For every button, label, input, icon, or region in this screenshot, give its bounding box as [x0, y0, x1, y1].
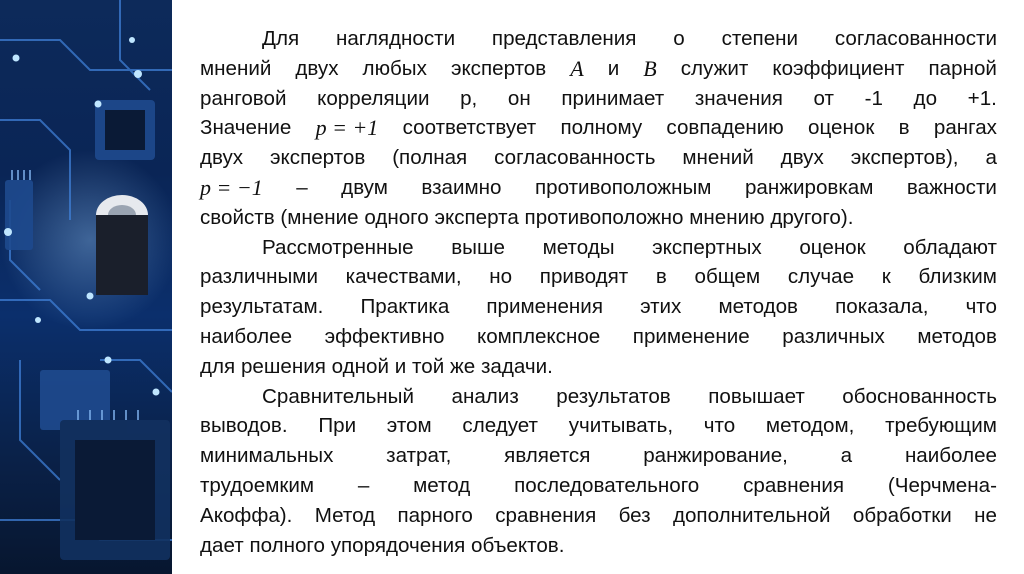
word: коэффициент — [772, 56, 905, 80]
word: качествами, — [345, 265, 462, 289]
word: совпадению — [666, 116, 784, 140]
word: и — [607, 56, 620, 80]
text-line — [200, 352, 997, 382]
word: наиболее — [904, 444, 997, 468]
word: оценок — [808, 116, 875, 140]
text-line — [200, 54, 997, 84]
word: последовательного — [514, 473, 700, 497]
word: случае — [787, 265, 855, 289]
word: наглядности — [335, 27, 456, 50]
word: метод — [413, 473, 471, 497]
text-line — [200, 531, 997, 561]
word: полному — [560, 116, 643, 140]
word: что — [965, 295, 997, 319]
word: Значение — [200, 116, 292, 140]
word: результатов — [556, 384, 671, 408]
word: Практика — [360, 295, 450, 319]
word: двум — [341, 175, 388, 199]
word: – — [296, 175, 308, 199]
word: Для — [262, 27, 300, 50]
word: сравнения — [495, 503, 597, 527]
word: что — [703, 414, 736, 438]
circuit-board-image — [0, 0, 172, 574]
word: он — [507, 86, 531, 110]
word: обработки — [852, 503, 952, 527]
word: дает — [200, 533, 244, 557]
word: той — [412, 354, 445, 378]
word: применение — [632, 324, 750, 348]
word: – — [357, 473, 370, 497]
word: экспертных — [652, 235, 762, 259]
word: экспертов), — [850, 146, 959, 170]
word: упорядочения — [330, 533, 466, 557]
word: объектов. — [471, 533, 565, 557]
word: а — [840, 444, 853, 468]
word: (Черчмена- — [887, 473, 997, 497]
word: к — [881, 265, 891, 289]
word: следует — [462, 414, 538, 438]
word: ранжирование, — [643, 444, 788, 468]
word: степени — [721, 27, 799, 50]
word: двух — [200, 146, 244, 170]
word: задачи. — [480, 354, 553, 378]
word: наиболее — [200, 324, 293, 348]
word: а — [985, 146, 997, 170]
word: взаимно — [421, 175, 502, 199]
word: без — [618, 503, 651, 527]
word: служит — [680, 56, 749, 80]
word: соответствует — [402, 116, 537, 140]
word: Акоффа). — [200, 503, 293, 527]
word: учитывать, — [568, 414, 674, 438]
word: +1. — [967, 86, 997, 110]
text-line — [200, 262, 997, 292]
word: двух — [295, 56, 339, 80]
word: но — [489, 265, 513, 289]
word: решения — [240, 354, 326, 378]
word: о — [673, 27, 685, 50]
word: противоположно — [524, 205, 684, 229]
text-line — [200, 501, 997, 531]
word: другого). — [770, 205, 854, 229]
word: обладают — [903, 235, 997, 259]
word: выводов. — [200, 414, 288, 438]
math-symbol: A — [570, 55, 584, 81]
word: двух — [780, 146, 824, 170]
word: приводят — [539, 265, 629, 289]
text-line — [200, 441, 997, 471]
word: При — [318, 414, 357, 438]
text-line — [200, 24, 997, 54]
word: этом — [386, 414, 432, 438]
word: повышает — [708, 384, 805, 408]
body-text — [200, 24, 997, 560]
word: парной — [928, 56, 997, 80]
word: экспертов — [270, 146, 366, 170]
text-line — [200, 173, 997, 203]
word: затрат, — [386, 444, 452, 468]
math-symbol: p = +1 — [315, 115, 379, 141]
word: значения — [694, 86, 783, 110]
word: обоснованность — [842, 384, 997, 408]
word: р, — [460, 86, 478, 110]
word: до — [913, 86, 938, 110]
word: методы — [542, 235, 615, 259]
word: Рассмотренные — [262, 235, 414, 259]
paragraph — [200, 382, 997, 561]
word: Сравнительный — [262, 384, 414, 408]
text-line — [200, 382, 997, 412]
word: ранжировкам — [744, 175, 874, 199]
word: сравнения — [743, 473, 845, 497]
word: одной — [331, 354, 389, 378]
word: методом, — [765, 414, 855, 438]
word: анализ — [451, 384, 519, 408]
word: -1 — [864, 86, 883, 110]
word: мнению — [689, 205, 765, 229]
word: же — [449, 354, 476, 378]
word: методов — [917, 324, 997, 348]
word: полного — [249, 533, 325, 557]
word: противоположным — [535, 175, 712, 199]
text-line — [200, 322, 997, 352]
word: ранговой — [200, 86, 287, 110]
word: (полная — [392, 146, 468, 170]
text-line — [200, 411, 997, 441]
word: общем — [694, 265, 761, 289]
word: любых — [362, 56, 427, 80]
word: свойств — [200, 205, 275, 229]
word: мнений — [682, 146, 754, 170]
text-line — [200, 203, 997, 233]
word: эффективно — [324, 324, 445, 348]
word: одного — [364, 205, 429, 229]
word: важности — [906, 175, 997, 199]
word: различными — [200, 265, 318, 289]
word: не — [974, 503, 997, 527]
math-symbol: p = −1 — [200, 174, 263, 200]
text-line — [200, 471, 997, 501]
word: (мнение — [280, 205, 359, 229]
word: применения — [486, 295, 603, 319]
word: мнений — [200, 56, 272, 80]
word: корреляции — [317, 86, 430, 110]
text-line — [200, 233, 997, 263]
circuit-board-graphic — [0, 0, 172, 574]
word: показала, — [835, 295, 929, 319]
word: Метод — [314, 503, 376, 527]
word: является — [504, 444, 591, 468]
word: принимает — [561, 86, 665, 110]
word: близким — [918, 265, 997, 289]
word: различных — [782, 324, 885, 348]
word: оценок — [799, 235, 866, 259]
word: минимальных — [200, 444, 334, 468]
paragraph — [200, 233, 997, 382]
word: методов — [718, 295, 798, 319]
word: этих — [640, 295, 682, 319]
word: требующим — [885, 414, 997, 438]
text-line — [200, 113, 997, 143]
word: в — [655, 265, 667, 289]
word: трудоемким — [200, 473, 315, 497]
word: результатам. — [200, 295, 324, 319]
word: согласованности — [834, 27, 997, 50]
word: эксперта — [434, 205, 519, 229]
word: парного — [397, 503, 473, 527]
text-line — [200, 143, 997, 173]
word: экспертов — [450, 56, 547, 80]
text-line — [200, 292, 997, 322]
math-symbol: B — [643, 55, 657, 81]
text-line — [200, 84, 997, 114]
word: дополнительной — [672, 503, 831, 527]
paragraph — [200, 24, 997, 233]
word: согласованность — [494, 146, 656, 170]
word: для — [200, 354, 236, 378]
word: в — [898, 116, 910, 140]
word: и — [394, 354, 407, 378]
word: выше — [451, 235, 505, 259]
word: представления — [491, 27, 637, 50]
word: комплексное — [476, 324, 601, 348]
word: рангах — [933, 116, 997, 140]
word: от — [813, 86, 834, 110]
